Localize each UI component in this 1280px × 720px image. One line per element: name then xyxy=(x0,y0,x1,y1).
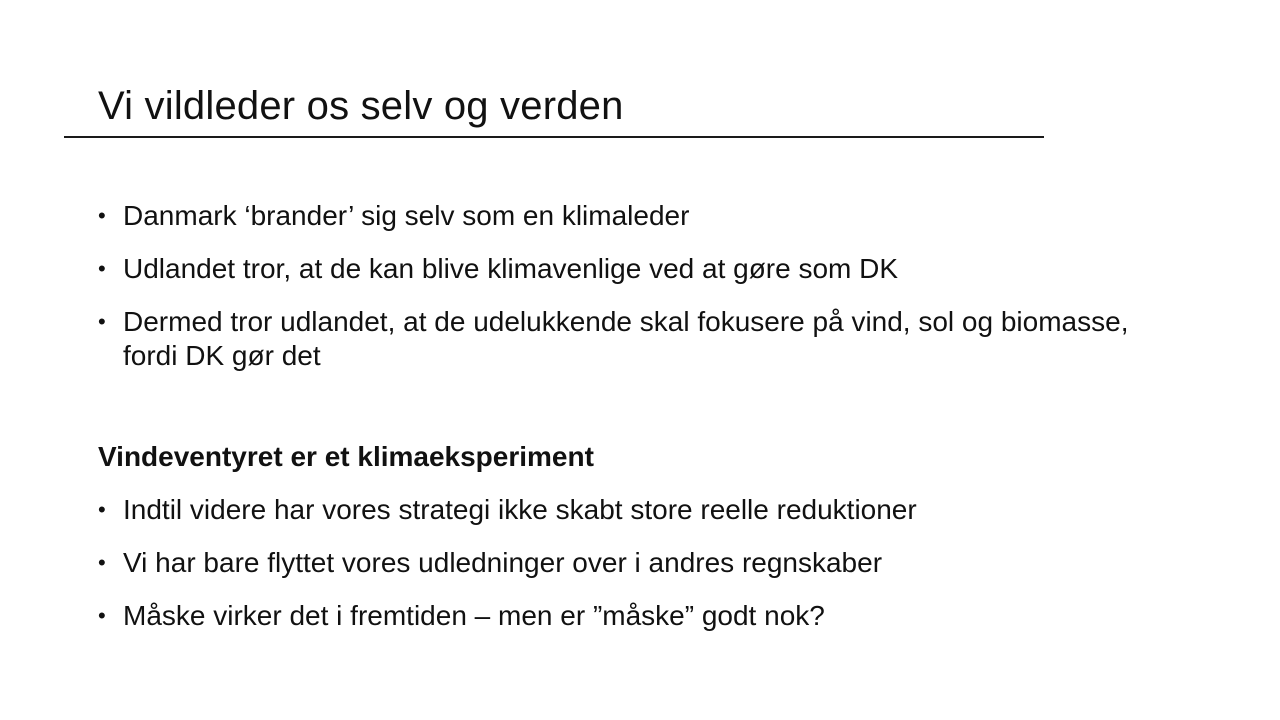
bullet-item xyxy=(98,546,917,580)
bullet-list-intro xyxy=(98,199,1153,392)
bullet-text: Vi har bare flyttet vores udledninger over i andres regnskaber xyxy=(123,547,883,578)
bullet-item xyxy=(98,305,1153,373)
bullet-dot-icon: • xyxy=(98,256,106,281)
bullet-dot-icon: • xyxy=(98,603,106,628)
bullet-text: Måske virker det i fremtiden – men er ”måske” godt nok? xyxy=(123,600,825,631)
bullet-text: Indtil videre har vores strategi ikke skabt store reelle reduktioner xyxy=(123,494,917,525)
bullet-text: Danmark ‘brander’ sig selv som en klimaleder xyxy=(123,200,690,231)
bullet-dot-icon: • xyxy=(98,203,106,228)
bullet-item xyxy=(98,252,1153,286)
bullet-text: Udlandet tror, at de kan blive klimavenlige ved at gøre som DK xyxy=(123,253,899,284)
bullet-dot-icon: • xyxy=(98,550,106,575)
bullet-item xyxy=(98,493,917,527)
bullet-dot-icon: • xyxy=(98,497,106,522)
title-underline xyxy=(64,136,1044,138)
bullet-item xyxy=(98,599,917,633)
bullet-dot-icon: • xyxy=(98,309,106,334)
bullet-text: Dermed tror udlandet, at de udelukkende skal fokusere på vind, sol og biomasse, fordi DK gør det xyxy=(123,306,1129,371)
slide-title: Vi vildleder os selv og verden xyxy=(98,84,624,128)
bullet-item xyxy=(98,199,1153,233)
bullet-list-experiment xyxy=(98,493,917,652)
section-heading: Vindeventyret er et klimaeksperiment xyxy=(98,441,594,472)
